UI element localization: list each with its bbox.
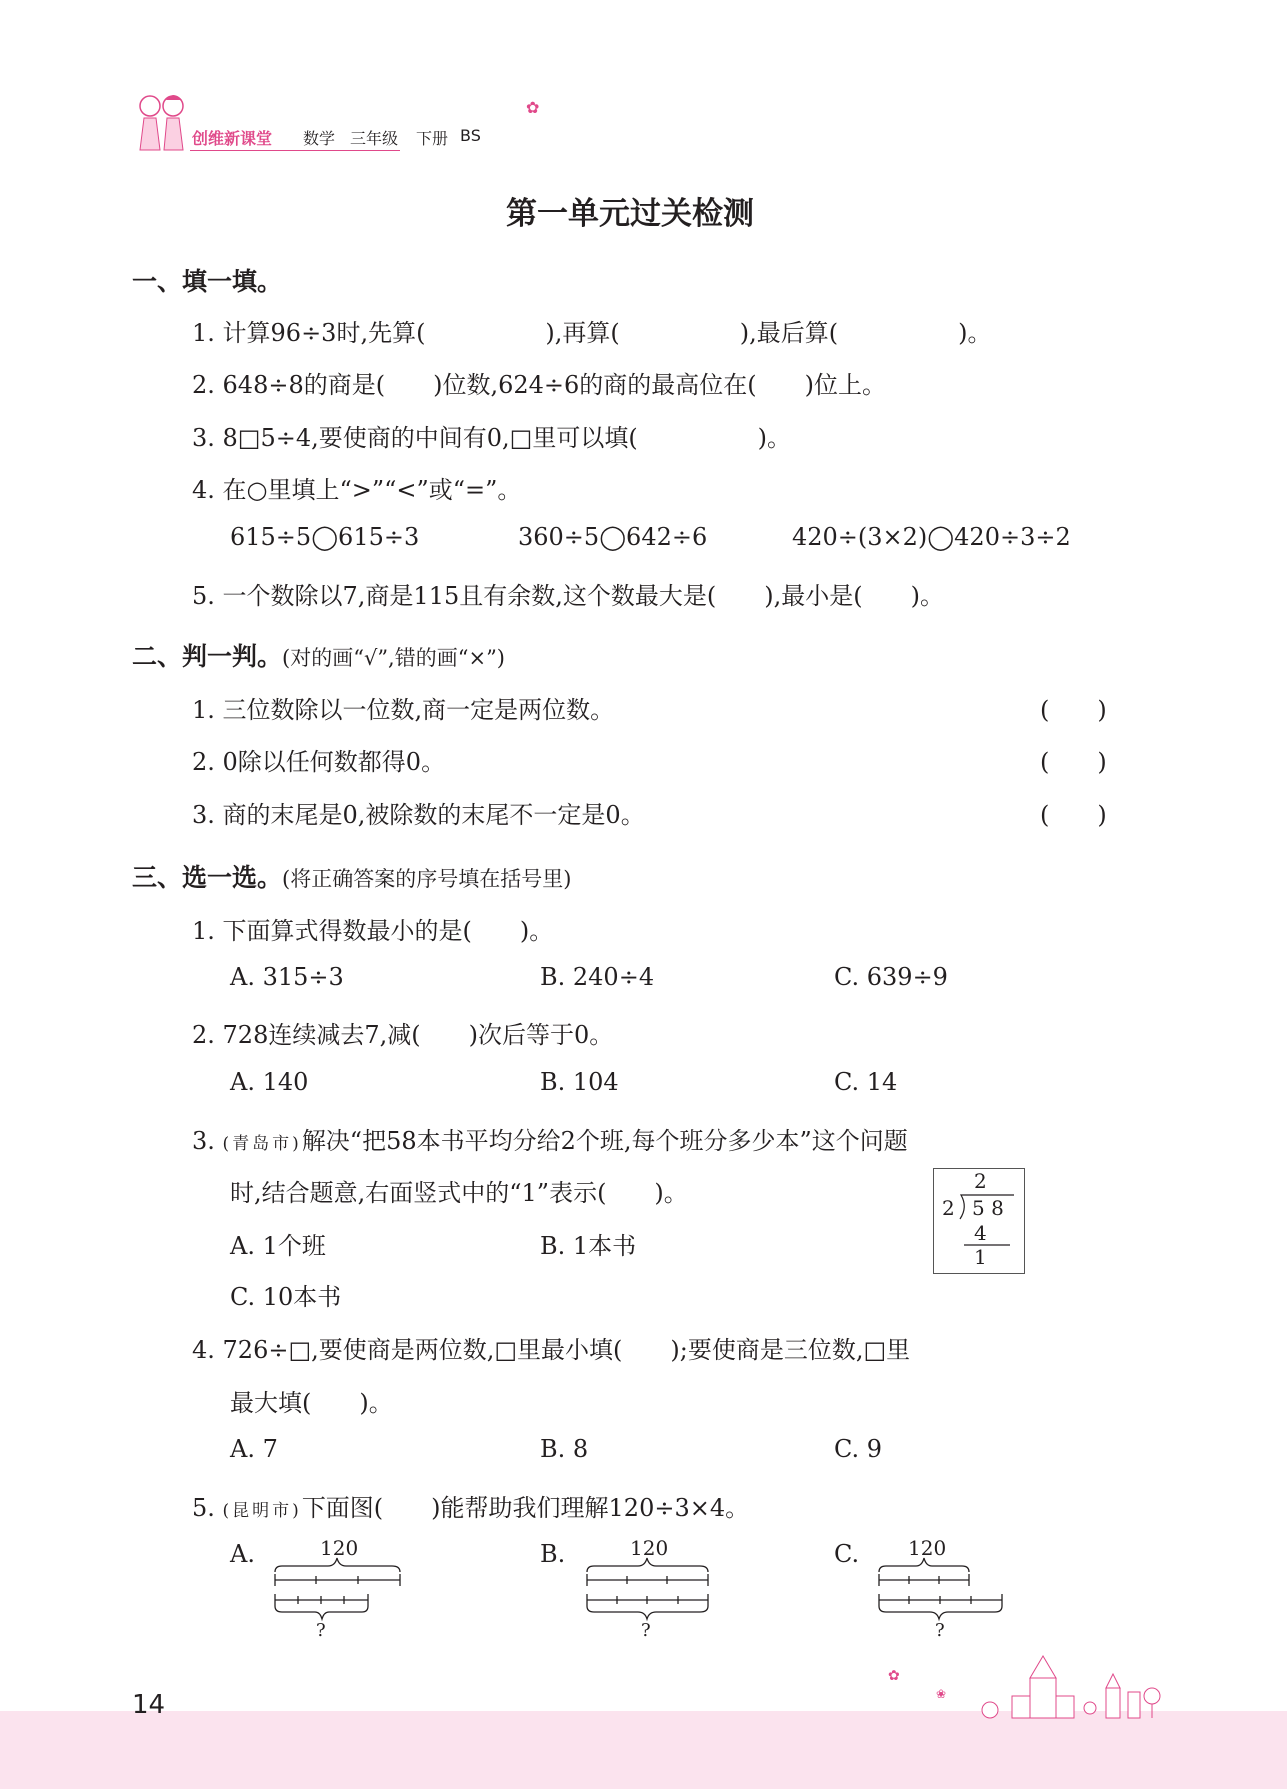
s3-q3-line2: 时,结合题意,右面竖式中的“1”表示( )。 — [230, 1179, 688, 1207]
s3-q5-option-a[interactable]: A. — [230, 1540, 255, 1568]
diagram-a[interactable] — [270, 1536, 410, 1646]
s1-question-1: 1. 计算96÷3时,先算( ),再算( ),最后算( )。 — [192, 319, 992, 347]
s2-question-1: 1. 三位数除以一位数,商一定是两位数。 — [192, 696, 615, 724]
section-2-note: (对的画“√”,错的画“×”) — [282, 646, 505, 670]
s2-answer-1[interactable]: ( ) — [1040, 696, 1107, 724]
s3-q2-option-c[interactable]: C. 14 — [834, 1068, 898, 1096]
diagram-a-total: 120 — [320, 1536, 359, 1560]
s1-question-4b: 360÷5◯642÷6 — [518, 523, 708, 551]
s3-q5-text: 下面图( )能帮助我们理解120÷3×4。 — [301, 1494, 750, 1522]
s1-question-5: 5. 一个数除以7,商是115且有余数,这个数最大是( ),最小是( )。 — [192, 582, 944, 610]
diagram-c[interactable] — [874, 1536, 1014, 1646]
castle-decoration-icon — [880, 1650, 1170, 1724]
s3-q5-number: 5. — [192, 1494, 215, 1522]
s3-q3-number: 3. — [192, 1127, 215, 1155]
s1-question-2: 2. 648÷8的商是( )位数,624÷6的商的最高位在( )位上。 — [192, 371, 886, 399]
s1-question-4: 4. 在○里填上“>”“<”或“=”。 — [192, 476, 522, 504]
section-2-heading — [132, 637, 505, 673]
s3-q5-source: (昆明市) — [222, 1501, 302, 1521]
s3-q1-option-c[interactable]: C. 639÷9 — [834, 963, 948, 991]
section-3-note: (将正确答案的序号填在括号里) — [282, 867, 572, 891]
diagram-c-total: 120 — [908, 1536, 947, 1560]
s2-question-2: 2. 0除以任何数都得0。 — [192, 748, 446, 776]
s3-q5-option-b[interactable]: B. — [540, 1540, 566, 1568]
s2-answer-2[interactable]: ( ) — [1040, 748, 1107, 776]
s3-question-5 — [192, 1488, 749, 1523]
s3-q3-line1: 解决“把58本书平均分给2个班,每个班分多少本”这个问题 — [301, 1127, 908, 1155]
page-title: 第一单元过关检测 — [506, 196, 754, 232]
diagram-b[interactable] — [582, 1536, 732, 1646]
flower-icon: ✿ — [526, 98, 540, 117]
s3-q2-option-a[interactable]: A. 140 — [230, 1068, 309, 1096]
s3-question-1: 1. 下面算式得数最小的是( )。 — [192, 917, 554, 945]
header-grade: 三年级 — [350, 129, 399, 148]
s3-q4-line2: 最大填( )。 — [230, 1389, 393, 1417]
header-series: 创维新课堂 — [192, 129, 273, 148]
s3-question-2: 2. 728连续减去7,减( )次后等于0。 — [192, 1021, 614, 1049]
section-1-heading: 一、填一填。 — [132, 267, 283, 296]
s3-q4-option-a[interactable]: A. 7 — [230, 1435, 278, 1463]
s3-q4-line1: 4. 726÷□,要使商是两位数,□里最小填( );要使商是三位数,□里 — [192, 1336, 911, 1364]
header-illustration — [128, 92, 198, 152]
s3-q1-option-a[interactable]: A. 315÷3 — [230, 963, 344, 991]
s3-q3-option-a[interactable]: A. 1个班 — [230, 1232, 326, 1260]
s3-q4-option-c[interactable]: C. 9 — [834, 1435, 883, 1463]
s2-answer-3[interactable]: ( ) — [1040, 801, 1107, 829]
header-rule — [190, 150, 400, 151]
header-subject: 数学 — [303, 129, 336, 148]
s1-question-4c: 420÷(3×2)◯420÷3÷2 — [792, 523, 1071, 551]
section-2-title: 二、判一判。 — [132, 642, 283, 671]
ld-lines — [934, 1169, 1024, 1273]
s3-q3-option-b[interactable]: B. 1本书 — [540, 1232, 637, 1260]
s3-q5-option-c[interactable]: C. — [834, 1540, 860, 1568]
page-number: 14 — [132, 1690, 166, 1720]
diagram-b-question: ? — [641, 1620, 651, 1641]
ld-product: 4 — [974, 1221, 987, 1245]
s1-question-3: 3. 8□5÷4,要使商的中间有0,□里可以填( )。 — [192, 424, 792, 452]
ld-quotient: 2 — [974, 1169, 987, 1193]
ld-divisor: 2 — [942, 1196, 955, 1220]
s1-question-4a: 615÷5◯615÷3 — [230, 523, 420, 551]
svg-text:❀: ❀ — [936, 1687, 947, 1701]
s3-q4-option-b[interactable]: B. 8 — [540, 1435, 589, 1463]
header-volume: 下册 — [416, 129, 449, 148]
s2-question-3: 3. 商的末尾是0,被除数的末尾不一定是0。 — [192, 801, 645, 829]
header-edition: BS — [460, 126, 481, 145]
diagram-b-total: 120 — [630, 1536, 669, 1560]
diagram-a-question: ? — [316, 1620, 326, 1641]
section-3-title: 三、选一选。 — [132, 863, 283, 892]
diagram-c-question: ? — [935, 1620, 945, 1641]
s3-q3-option-c[interactable]: C. 10本书 — [230, 1283, 342, 1311]
s3-question-3 — [192, 1121, 908, 1156]
svg-text:✿: ✿ — [888, 1668, 900, 1684]
ld-dividend: 5 8 — [972, 1196, 1004, 1220]
s3-q3-source: (青岛市) — [222, 1134, 302, 1154]
s3-q2-option-b[interactable]: B. 104 — [540, 1068, 619, 1096]
s3-q1-option-b[interactable]: B. 240÷4 — [540, 963, 655, 991]
ld-remainder: 1 — [974, 1245, 987, 1269]
section-3-heading — [132, 858, 571, 894]
long-division-box — [933, 1168, 1025, 1274]
